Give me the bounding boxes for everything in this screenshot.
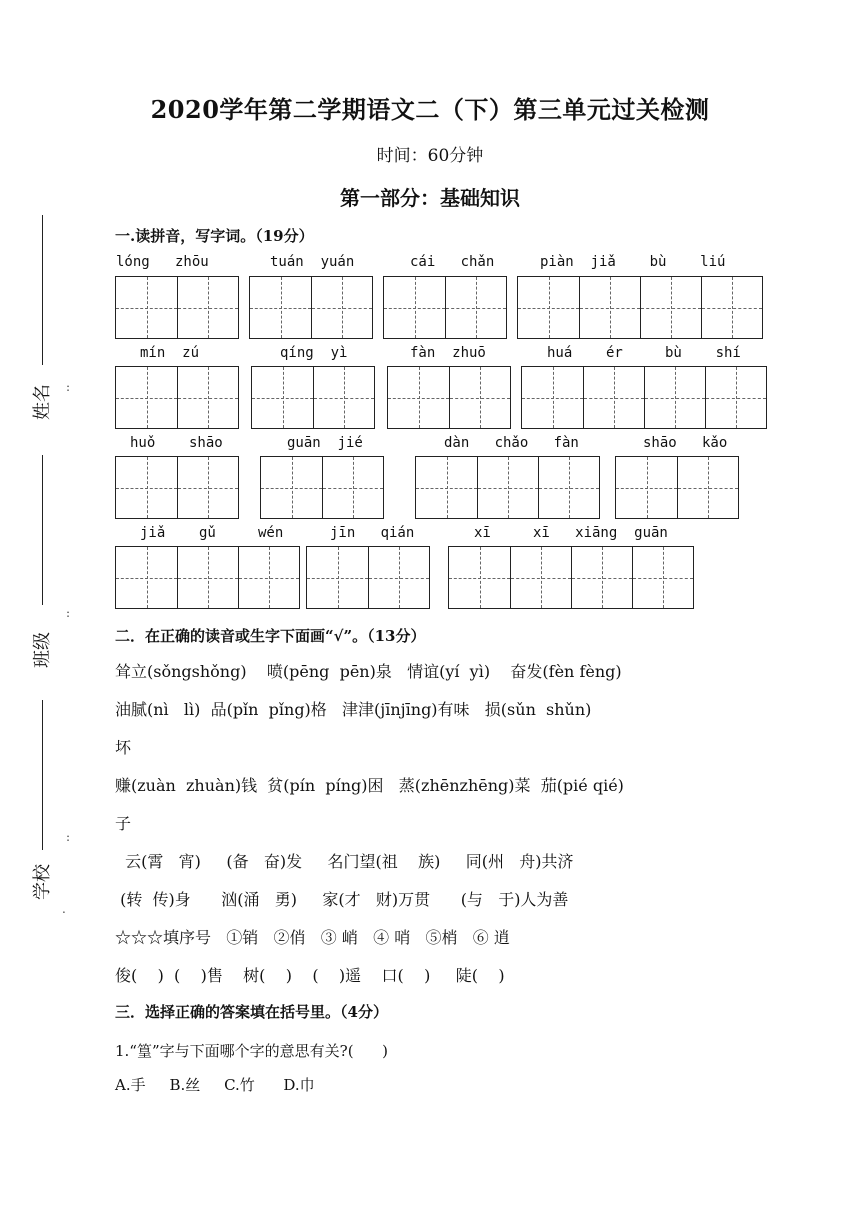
pinyin: guān jié (287, 435, 363, 451)
writing-grid[interactable] (448, 546, 694, 609)
part-heading: 第一部分：基础知识 (340, 186, 520, 210)
margin-mark: . (62, 902, 66, 916)
q2-line: 油腻(nì lì) 品(pǐn pǐng)格 津津(jīnjīng)有味 损(sǔn shǔn) (115, 700, 592, 719)
pinyin: jiǎ gǔ wén (140, 525, 284, 541)
sidebar-school-line (42, 700, 43, 850)
pinyin: jīn qián (330, 525, 415, 541)
writing-grid[interactable] (415, 456, 600, 519)
margin-mark: : (66, 606, 71, 620)
margin-mark: : (66, 830, 71, 844)
writing-grid[interactable] (383, 276, 507, 339)
sidebar-name-line (42, 215, 43, 365)
pinyin: tuán yuán (270, 254, 355, 270)
pinyin: cái chǎn (410, 254, 495, 270)
pinyin: qíng yì (280, 345, 348, 361)
q2-line: (转 传)身 汹(涌 勇) 家(才 财)万贯 (与 于)人为善 (115, 890, 569, 909)
section2-heading: 二．在正确的读音或生字下面画“√”。（13分） (115, 627, 426, 645)
writing-grid[interactable] (115, 366, 239, 429)
q2-line: 俊( ) ( )售 树( ) ( )遥 口( ) 陡( ) (115, 966, 505, 985)
pinyin: huá ér bù shí (547, 345, 741, 361)
section1-heading: 一.读拼音，写字词。（19分） (115, 227, 314, 245)
pinyin: xī xī xiāng guān (474, 525, 668, 541)
writing-grid[interactable] (306, 546, 430, 609)
q3-question: 1.“篁”字与下面哪个字的意思有关?( ) (115, 1042, 389, 1060)
pinyin: dàn chǎo fàn (444, 435, 579, 451)
sidebar-name-label: 姓名 (32, 384, 53, 420)
pinyin: piàn jiǎ bù liú (540, 254, 726, 270)
exam-time: 时间：60分钟 (376, 146, 484, 166)
pinyin: huǒ shāo (130, 435, 223, 451)
writing-grid[interactable] (517, 276, 763, 339)
page-title: 2020学年第二学期语文二（下）第三单元过关检测 (150, 95, 710, 124)
writing-grid[interactable] (115, 276, 239, 339)
q2-line: 子 (115, 814, 132, 833)
q2-line: 耸立(sǒngshǒng) 喷(pēng pēn)泉 情谊(yí yì) 奋发(fèn fèng) (115, 662, 622, 681)
sidebar-class-label: 班级 (32, 632, 53, 668)
writing-grid[interactable] (260, 456, 384, 519)
section3-heading: 三．选择正确的答案填在括号里。（4分） (115, 1003, 388, 1021)
writing-grid[interactable] (115, 546, 300, 609)
writing-grid[interactable] (521, 366, 767, 429)
writing-grid[interactable] (615, 456, 739, 519)
margin-mark: : (66, 380, 71, 394)
pinyin: fàn zhuō (410, 345, 486, 361)
q2-line: 云(霄 宵) (备 奋)发 名门望(祖 族) 同(州 舟)共济 (115, 852, 574, 871)
sidebar-class-line (42, 455, 43, 605)
writing-grid[interactable] (387, 366, 511, 429)
q2-line: 赚(zuàn zhuàn)钱 贫(pín píng)困 蒸(zhēnzhēng)菜 茄(pié qié) (115, 776, 624, 795)
pinyin: mín zú (140, 345, 200, 361)
pinyin: shāo kǎo (643, 435, 728, 451)
q2-line: ☆☆☆填序号 ①销 ②俏 ③ 峭 ④ 哨 ⑤梢 ⑥ 逍 (115, 928, 510, 947)
q3-options: A.手 B.丝 C.竹 D.巾 (115, 1076, 315, 1094)
q2-line: 坏 (115, 738, 132, 757)
writing-grid[interactable] (249, 276, 373, 339)
pinyin: lóng zhōu (116, 254, 209, 270)
writing-grid[interactable] (115, 456, 239, 519)
writing-grid[interactable] (251, 366, 375, 429)
sidebar-school-label: 学校 (32, 864, 53, 900)
